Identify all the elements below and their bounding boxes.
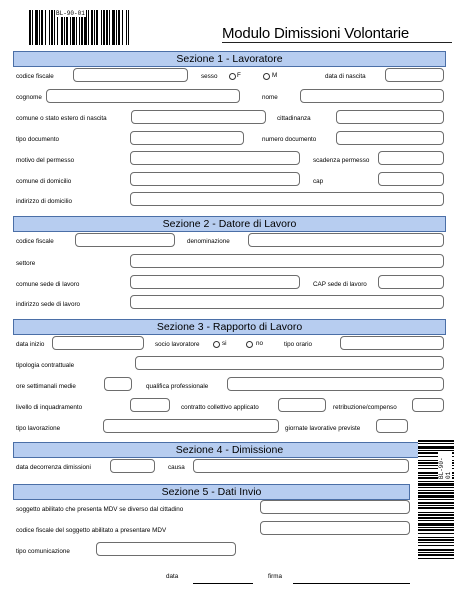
livello-field[interactable] <box>130 398 170 412</box>
sesso-f-radio[interactable] <box>229 73 236 80</box>
label-codice-fiscale: codice fiscale <box>16 73 54 80</box>
socio-no-radio[interactable] <box>246 341 253 348</box>
data-signature-line[interactable] <box>193 583 253 584</box>
title-underline <box>222 42 452 43</box>
label-retribuzione: retribuzione/compenso <box>333 404 397 411</box>
codice-fiscale-field[interactable] <box>73 68 188 82</box>
label-socio-lavoratore: socio lavoratore <box>155 341 200 348</box>
label-tipo-comunicazione: tipo comunicazione <box>16 548 70 555</box>
label-causa: causa <box>168 464 185 471</box>
firma-signature-line[interactable] <box>293 583 410 584</box>
label-cognome: cognome <box>16 94 42 101</box>
cf-soggetto-field[interactable] <box>260 521 410 535</box>
contratto-collettivo-field[interactable] <box>278 398 326 412</box>
tipologia-contrattuale-field[interactable] <box>135 356 444 370</box>
label-cittadinanza: cittadinanza <box>277 115 311 122</box>
label-firma: firma <box>268 573 282 580</box>
giornate-previste-field[interactable] <box>376 419 408 433</box>
barcode-gap <box>418 559 454 560</box>
cognome-field[interactable] <box>46 89 240 103</box>
comune-sede-field[interactable] <box>130 275 300 289</box>
label-sesso-f: F <box>237 72 241 79</box>
tipo-comunicazione-field[interactable] <box>96 542 236 556</box>
data-decorrenza-field[interactable] <box>110 459 155 473</box>
label-data: data <box>166 573 179 580</box>
comune-domicilio-field[interactable] <box>130 172 300 186</box>
datore-codice-fiscale-field[interactable] <box>75 233 175 247</box>
label-motivo-permesso: motivo del permesso <box>16 157 75 164</box>
label-tipologia-contrattuale: tipologia contrattuale <box>16 362 75 369</box>
tipo-orario-field[interactable] <box>340 336 444 350</box>
section-4-header: Sezione 4 - Dimissione <box>13 442 446 458</box>
tipo-documento-field[interactable] <box>130 131 244 145</box>
barcode-top-text: BL-90-01 <box>56 10 85 17</box>
settore-field[interactable] <box>130 254 444 268</box>
label-tipo-orario: tipo orario <box>284 341 313 348</box>
label-settore: settore <box>16 260 36 267</box>
label-indirizzo-sede: indirizzo sede di lavoro <box>16 301 81 308</box>
label-socio-si: si <box>222 340 227 347</box>
label-giornate-previste: giornate lavorative previste <box>285 425 361 432</box>
comune-nascita-field[interactable] <box>131 110 266 124</box>
data-nascita-field[interactable] <box>385 68 444 82</box>
form-title: Modulo Dimissioni Volontarie <box>222 25 409 42</box>
sesso-m-radio[interactable] <box>263 73 270 80</box>
section-2-header: Sezione 2 - Datore di Lavoro <box>13 216 446 232</box>
tipo-lavorazione-field[interactable] <box>103 419 279 433</box>
causa-field[interactable] <box>193 459 409 473</box>
section-1-header: Sezione 1 - Lavoratore <box>13 51 446 67</box>
section-3-header: Sezione 3 - Rapporto di Lavoro <box>13 319 446 335</box>
qualifica-field[interactable] <box>227 377 444 391</box>
label-comune-domicilio: comune di domicilio <box>16 178 72 185</box>
cap-sede-field[interactable] <box>378 275 444 289</box>
soggetto-abilitato-field[interactable] <box>260 500 410 514</box>
cap-field[interactable] <box>378 172 444 186</box>
barcode-bar <box>128 10 129 45</box>
label-soggetto-abilitato: soggetto abilitato che presenta MDV se diverso dal cittadino <box>16 506 184 513</box>
numero-documento-field[interactable] <box>336 131 444 145</box>
label-nome: nome <box>262 94 278 101</box>
label-data-decorrenza: data decorrenza dimissioni <box>16 464 91 471</box>
indirizzo-domicilio-field[interactable] <box>130 192 444 206</box>
label-sesso: sesso <box>201 73 218 80</box>
label-qualifica: qualifica professionale <box>146 383 209 390</box>
barcode-side-text: BL-90-01 <box>438 452 452 480</box>
label-indirizzo-domicilio: indirizzo di domicilio <box>16 198 72 205</box>
label-datore-codice-fiscale: codice fiscale <box>16 238 54 245</box>
label-scadenza-permesso: scadenza permesso <box>313 157 370 164</box>
label-sesso-m: M <box>272 72 278 79</box>
label-contratto-collettivo: contratto collettivo applicato <box>181 404 259 411</box>
label-data-inizio: data inizio <box>16 341 45 348</box>
label-socio-no: no <box>256 340 264 347</box>
label-comune-sede: comune sede di lavoro <box>16 281 80 288</box>
ore-settimanali-field[interactable] <box>104 377 132 391</box>
label-numero-documento: numero documento <box>262 136 317 143</box>
indirizzo-sede-field[interactable] <box>130 295 444 309</box>
label-data-nascita: data di nascita <box>325 73 366 80</box>
retribuzione-field[interactable] <box>412 398 444 412</box>
label-cap: cap <box>313 178 324 185</box>
label-tipo-documento: tipo documento <box>16 136 60 143</box>
label-ore-settimanali: ore settimanali medie <box>16 383 76 390</box>
label-comune-nascita: comune o stato estero di nascita <box>16 115 107 122</box>
socio-si-radio[interactable] <box>213 341 220 348</box>
motivo-permesso-field[interactable] <box>130 151 300 165</box>
cittadinanza-field[interactable] <box>336 110 444 124</box>
label-tipo-lavorazione: tipo lavorazione <box>16 425 61 432</box>
nome-field[interactable] <box>300 89 444 103</box>
section-5-header: Sezione 5 - Dati Invio <box>13 484 410 500</box>
scadenza-permesso-field[interactable] <box>378 151 444 165</box>
denominazione-field[interactable] <box>248 233 444 247</box>
data-inizio-field[interactable] <box>52 336 144 350</box>
label-livello: livello di inquadramento <box>16 404 83 411</box>
label-denominazione: denominazione <box>187 238 230 245</box>
label-cap-sede: CAP sede di lavoro <box>313 281 367 288</box>
label-cf-soggetto: codice fiscale del soggetto abilitato a presentare MDV <box>16 527 167 534</box>
